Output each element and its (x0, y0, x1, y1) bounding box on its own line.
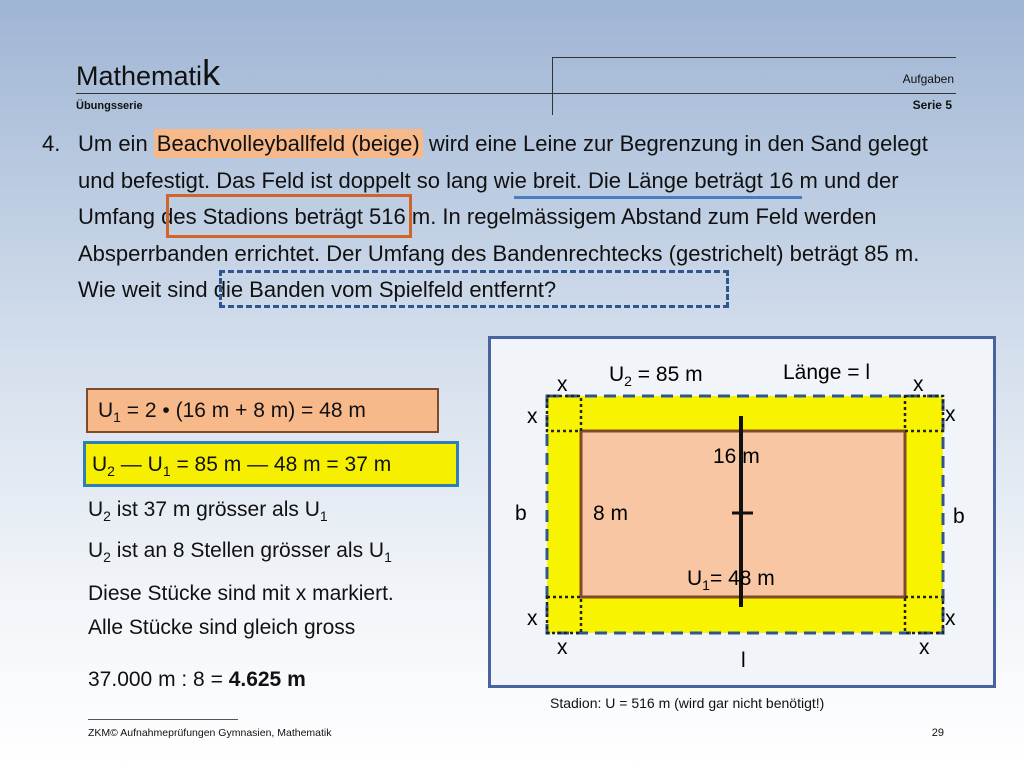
solution-line-6: Alle Stücke sind gleich gross (88, 616, 356, 639)
label-laenge: Länge = l (783, 361, 870, 384)
label-b-right: b (953, 505, 965, 528)
page-subtitle: Übungsserie (76, 100, 143, 112)
series-label: Serie 5 (912, 98, 952, 112)
footer-rule (88, 719, 238, 720)
task-number: 4. (42, 131, 61, 156)
underline-doppelt (514, 196, 802, 199)
label-l: l (741, 649, 746, 672)
highlight-bandenrechteck-dashed (219, 270, 729, 308)
u1-formula-box: $U_1 = 2$ • (16 m + 8 m) = 48 m (86, 388, 439, 433)
u2-formula-box: $U_2$ — $U_1 = 85$ m — 48 m = 37 m (83, 441, 459, 487)
solution-result: 37.000 m : 8 = 4.625 m (88, 668, 306, 691)
page-number: 29 (931, 727, 944, 739)
solution-line-4: $U_2$ ist an 8 Stellen grösser als $U_1$ (88, 539, 392, 566)
label-x-br: x (919, 636, 930, 659)
label-x-lb: x (527, 607, 538, 630)
page-title: Mathematik (76, 52, 221, 93)
label-x-bl: x (557, 636, 568, 659)
section-label: Aufgaben (902, 72, 954, 86)
diagram-caption: Stadion: U = 516 m (wird gar nicht benötigt!) (550, 695, 825, 711)
field-diagram-svg (491, 339, 993, 685)
field-diagram (488, 336, 996, 688)
label-u1: $U_1= 48$ m (687, 567, 775, 593)
solution-line-3: $U_2$ ist 37 m grösser als $U_1$ (88, 498, 328, 525)
label-x-rt: x (945, 403, 956, 426)
footer-text: ZKM© Aufnahmeprüfungen Gymnasien, Mathematik (88, 727, 332, 739)
label-x-lt: x (527, 405, 538, 428)
label-x-tl: x (557, 373, 568, 396)
header-divider (552, 57, 553, 115)
task-body: Um ein Beachvolleyballfeld (beige) wird eine Leine zur Begrenzung in den Sand gelegt und befestigt. Das Feld ist doppelt so lang wie breit. Die Länge beträgt 16 m und der Umfang des Stadions beträgt 516 m. In regelmässigem Abstand zum Feld werden Absperrbanden errichtet. Der Umfang des Bandenrechtecks (gestrichelt) beträgt 85 m. Wie weit sind die Banden vom Spielfeld entfernt? (78, 131, 928, 302)
label-8m: 8 m (593, 502, 629, 525)
header-rule (76, 93, 956, 94)
highlight-16m-box (166, 194, 412, 238)
solution-line-5: Diese Stücke sind mit x markiert. (88, 582, 394, 605)
label-b-left: b (515, 502, 527, 525)
label-u2: $U_2 = 85$ m (609, 363, 703, 389)
label-x-rb: x (945, 607, 956, 630)
label-x-tr: x (913, 373, 924, 396)
highlight-beachvolleyballfeld: Beachvolleyballfeld (beige) (154, 129, 423, 158)
header-rule-top (552, 57, 956, 58)
label-16m: 16 m (713, 445, 760, 468)
